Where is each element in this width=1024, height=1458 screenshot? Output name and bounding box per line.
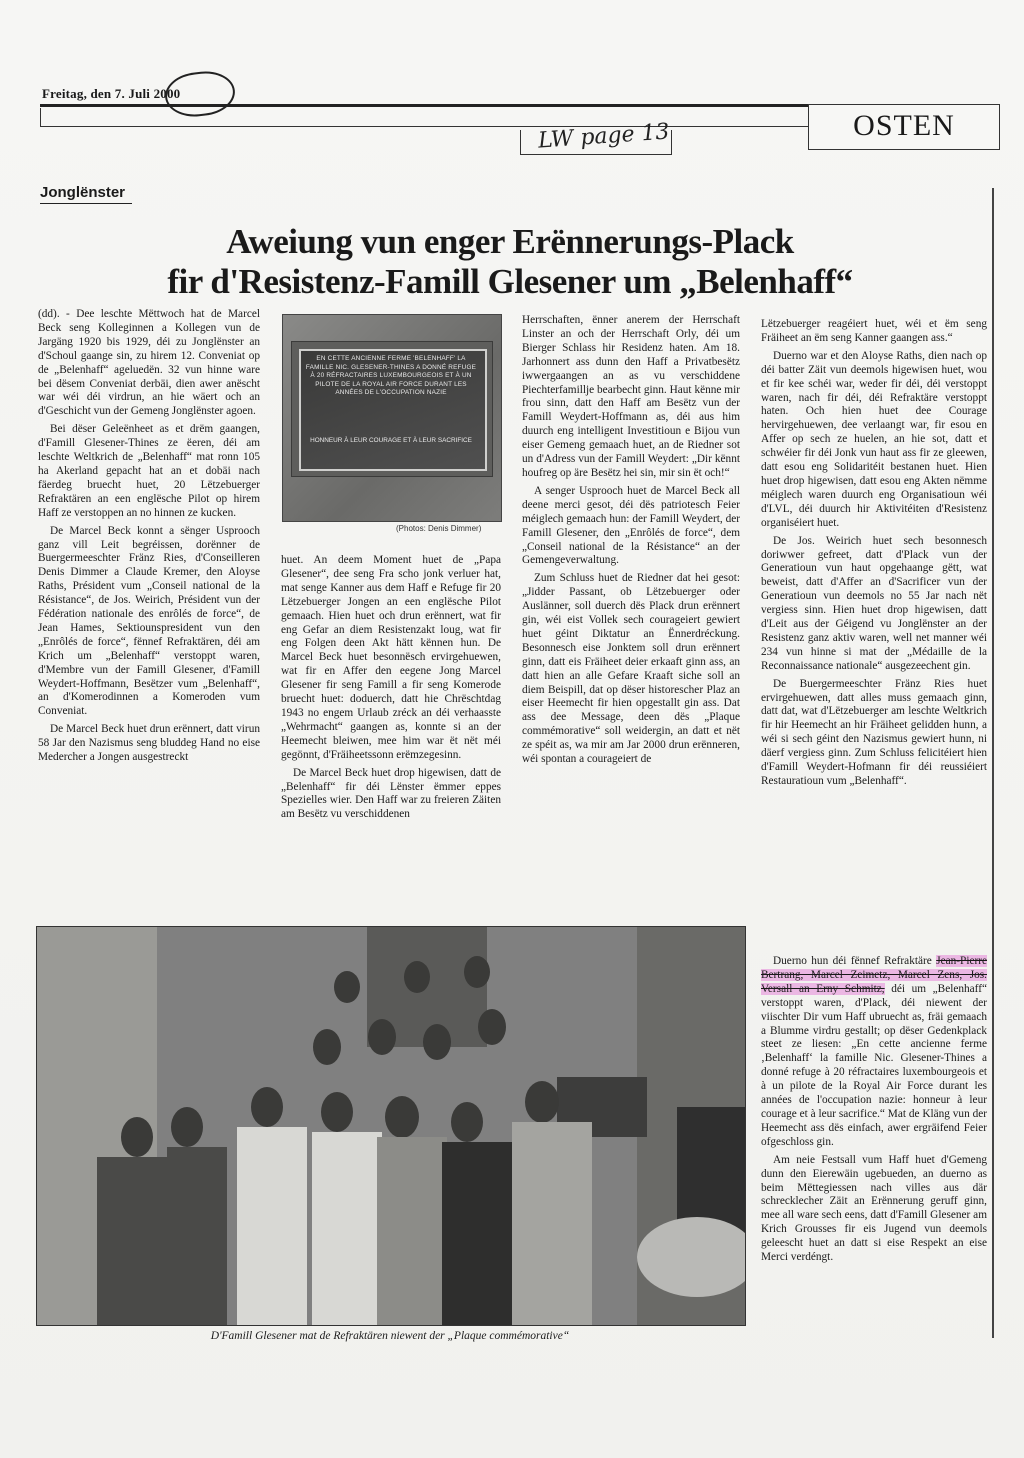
article-column-3 <box>522 314 740 771</box>
group-photo <box>36 926 746 1326</box>
paragraph-intro: Duerno hun déi fënnef Refraktäre <box>773 955 932 967</box>
paragraph-rest: déi um „Belenhaff“ verstoppt waren, d'Plack, déi niewent der viischter Dir vum Haff ubruecht as, fräi gemaach a Blumme virdru gestallt; op dëser Gedenkplack steet ze liesen: „En cette ancienne ferme ‚Belenhaff‘ la famille Nic. Glesener-Thines a donné refuge à 20 réfractaires luxembourgeois et à un pilote de la Royal Air Force durant les années de l'occupation nazie: honneur à leur courage et à leur sacrifice.“ Mat de Kläng vun der Heemecht ass dës einfach, awer ergräifend Feier ofgeschloss gin. <box>761 982 987 1148</box>
paragraph: De Marcel Beck huet drop higewisen, datt de „Belenhaff“ fir déi Lënster ëmmer eppes Spezielles wier. Den Haff war zu freieren Zäiten am Besëtz vu verschiddenen <box>281 766 501 821</box>
paragraph: A senger Usprooch huet de Marcel Beck all deene merci gesot, déi dës patriotesch Feier méiglech gemaach hun: der Famill Weydert, der Famill Glesener, den „Enrôlés de force“, dem „Conseil national de la Résistance“ an der Gemengeverwaltung. <box>522 484 740 567</box>
paragraph: Bei dëser Geleënheet as et drëm gaangen, d'Famill Glesener-Thines ze ëeren, déi am leschte Weltkrich de „Belenhaff“ mat ronn 105 ha Akerland gepacht hat an et dobäi nach fäerdeg bruecht huet, 20 Lëtzebuerger Refraktären an een englësche Pilot op hirem Haff ze verstoppen an no hinnen ze kucken. <box>38 423 260 519</box>
article-column-4-continued <box>761 955 987 1269</box>
plaque-inscription: EN CETTE ANCIENNE FERME 'BELENHAFF' LA FAMILLE NIC. GLESENER-THINES A DONNÉ REFUGE À 20 RÉFRACTAIRES LUXEMBOURGEOIS ET À UN PILOTE DE LA ROYAL AIR FORCE DURANT LES ANNÉES DE L'OCCUPATION NAZIE <box>305 355 477 396</box>
photo-credit: (Photos: Denis Dimmer) <box>396 524 482 533</box>
section-name: OSTEN <box>808 104 1000 150</box>
group-photo-caption: D'Famill Glesener mat de Refraktären niewent der „Plaque commémorative“ <box>210 1330 570 1342</box>
headline-line-2: fir d'Resistenz-Famill Glesener um „Belenhaff“ <box>167 262 853 301</box>
plaque-photo <box>282 314 502 522</box>
paragraph: huet. An deem Moment huet de „Papa Glesener“, dee seng Fra scho jonk verluer hat, mat senge Kanner aus dem Haff e Refuge fir 20 Lëtzebuerger Jongen an een englësche Pilot gemaach. Hien huet och drun erënnert, wat fir eng Gefar an diem Resistenzakt loug, wat fir eng Folgen deen Akt hätt kënnen hun. De Marcel Beck huet besonnësch ervirgehuewen, wat fir en Affer den eegene Jong Marcel Glesener fir seng Famill a fir seng Komerode bruecht huet: doduerch, datt hie Chrëschtdag 1943 no engem Urlaub zréck an déi verhaasste „Wehrmacht“ gaangen as, konnte si an der Heemecht bleiwen, mee him war ët nët méi gegönnt, d'Fräiheetssonn erëmzegesinn. <box>281 554 501 761</box>
paragraph: De Buergermeeschter Fränz Ries huet ervirgehuewen, datt alles muss gemaach ginn, datt dat, wat d'Lëtzebuerger am leschte Weltkrich fir hir Heemecht an hir Fräiheet gelidden hunn, a wéi si sech géint den Nazismus gewiert hunn, ni däerf vergiess ginn. Zum Schluss felicitéiert hien d'Famill Weydert-Hofmann fir déi reussiéiert Restauratioun vum „Belenhaff“. <box>761 677 987 787</box>
article-column-2 <box>281 554 501 826</box>
article-column-4 <box>761 318 987 793</box>
paragraph: Duerno war et den Aloyse Raths, dien nach op déi batter Zäit vun deemols higewisen huet, wou et fir kee schéi war, weder fir déi, déi verstoppt waren, nach fir déi, déi Refraktäre verstoppt haten. Och hien huet dee Courage hervirgehuewen, dee verlaangt war, fir esou en Affer op sech ze huelen, an hie sot, datt et schwéier fir déi Jonk vun haut ass fir ze gleewen, datt esou eng Solidaritéit bestanen huet. Hien huet drop higewisen, datt esou eng Akten nëmme méiglech waren duurch eng Organisatioun wéi d'LVL, déi duurch hir Aktivitéiten d'Resistenz organiséiert huet. <box>761 349 987 529</box>
group-photo-illustration <box>37 927 745 1325</box>
paragraph: Zum Schluss huet de Riedner dat hei gesot: „Jidder Passant, ob Lëtzebuerger oder Auslänner, soll duerch dës Plack drun erënnert gin, wéi eist Vollek sech courageiert gewiert huet géint Diktatur an Ënnerdréckung. Besonnesch eise Jonktem soll drun erënnert ginn, datt eis Fräiheet deier erkaaft ginn ass, an datt hien an alle Gefare Kraaft siche soll an diem Beispill, dat op dëser historescher Plaz an eiser Heemecht fir hien opgestallt gin ass. Dat ass dee Message, deen dës „Plaque commémorative“ soll weidergin, an datt et nët ze spéit as, wa mir am Jar 2000 drun erënneren, wéi spontan a courageiert de <box>522 572 740 766</box>
highlighted-names: Jean-Pierre Bertrang, Marcel Zeimetz, Marcel Zens, Jos. Versall an Erny Schmitz, <box>761 955 988 995</box>
location-rubric: Jonglënster <box>40 184 126 201</box>
paragraph: (dd). - Dee leschte Mëttwoch hat de Marcel Beck seng Kolleginnen a Kollegen vun de Jargäng 1920 bis 1929, déi zu Jonglënster an d'Schoul gaange sin, zu hirem 12. Conveniat op de „Belenhaff“ ageluedën. 32 vun hinne ware bei dësem Conveniat derbäi, dien awer anëscht war wéi déi virdrun, an hie wäert och an d'Geschicht vun der Gemeng Jonglënster agoen. <box>38 308 260 418</box>
handwritten-note: LW page 13 <box>537 119 671 154</box>
paragraph: Am neie Festsall vum Haff huet d'Gemeng dunn den Eierewäin ugebueden, an duerno as beim Mëttegiessen nach villes aus där schrecklecher Zäit an Erënnerung geruff ginn, mee all ware sech eens, datt d'Famill Glesener am Krich Grousses fir eis Jugend vun deemols geleescht huet an datt si eise Respekt an eise Merci verdéngt. <box>761 1153 987 1264</box>
paragraph <box>761 955 987 1150</box>
article-headline <box>40 222 980 302</box>
paragraph: De Marcel Beck konnt a sënger Usprooch ganz vill Leit begréissen, dorënner de Buergermeeschter Fränz Ries, d'Conseilleren Denis Dimmer a Claude Kremer, den Aloyse Raths, Président vum „Conseil national de la Résistance“, de Jos. Weirich, Président vun der Fédération nationale des enrôlés de force“, de Jean Hames, Sektiounspresident vun den „Enrôlés de force“, fënnef Refraktären, déi am Krich um „Belenhaff“ verstoppt waren, d'Membre vun der Famill Glesener, d'Famill Weydert-Hoffmann, Besëtzer vum „Belenhaff“, an d'Komerodinnen a Komeroden vum Conveniat. <box>38 524 260 718</box>
paragraph: De Jos. Weirich huet sech besonnesch doriwwer gefreet, datt d'Plack vun der Generatioun vun haut opgehaange gëtt, wat beweist, datt d'Affer an d'Sacrificer vun der Generatioun vun deemols no 55 Jar nach nët vergiess sinn. Hien huet drop higewisen, datt d'Leit aus der Géigend vu Jonglënster an der Resistenz ganz aktiv waren, well net manner wéi 234 vun hinne si mat der „Médaille de la Reconnaissance nationale“ ausgezeechent gin. <box>761 534 987 672</box>
paragraph: De Marcel Beck huet drun erënnert, datt virun 58 Jar den Nazismus seng bluddeg Hand no eise Medercher a Jongen ausgestreckt <box>38 723 260 764</box>
paragraph: Lëtzebuerger reagéiert huet, wéi et ëm seng Fräiheet an ëm seng Kanner gaangen ass.“ <box>761 318 987 344</box>
rubric-underline <box>40 203 132 204</box>
article-column-1 <box>38 308 260 769</box>
issue-date: Freitag, den 7. Juli 2000 <box>42 86 181 101</box>
column-divider <box>992 188 994 1338</box>
paragraph: Herrschaften, ënner anerem der Herrschaft Linster an och der Herrschaft Orly, déi um Bierger Schlass hir Residenz haten. Am 18. Jarhonnert ass dunn den Haff a Privatbesëtz iwwergaangen an as vu verschiddene Piechterfamillje bearbecht ginn. Haut kënne mir frou sinn, datt den Haff am Besëtz vun der Famill Weydert-Hoffmann as, déi aus him duurch eng intelligent Investitioun e Bijou vun eiser Gemeng gemaach huet, an de Riedner sot un d'Adress vun der Famill Weydert: „Dir kënnt houfreg op äre Besëtz hei sin, mir sin ët och!“ <box>522 314 740 479</box>
plaque-motto: HONNEUR À LEUR COURAGE ET À LEUR SACRIFICE <box>310 437 472 444</box>
headline-line-1: Aweiung vun enger Erënnerungs-Plack <box>226 222 794 261</box>
